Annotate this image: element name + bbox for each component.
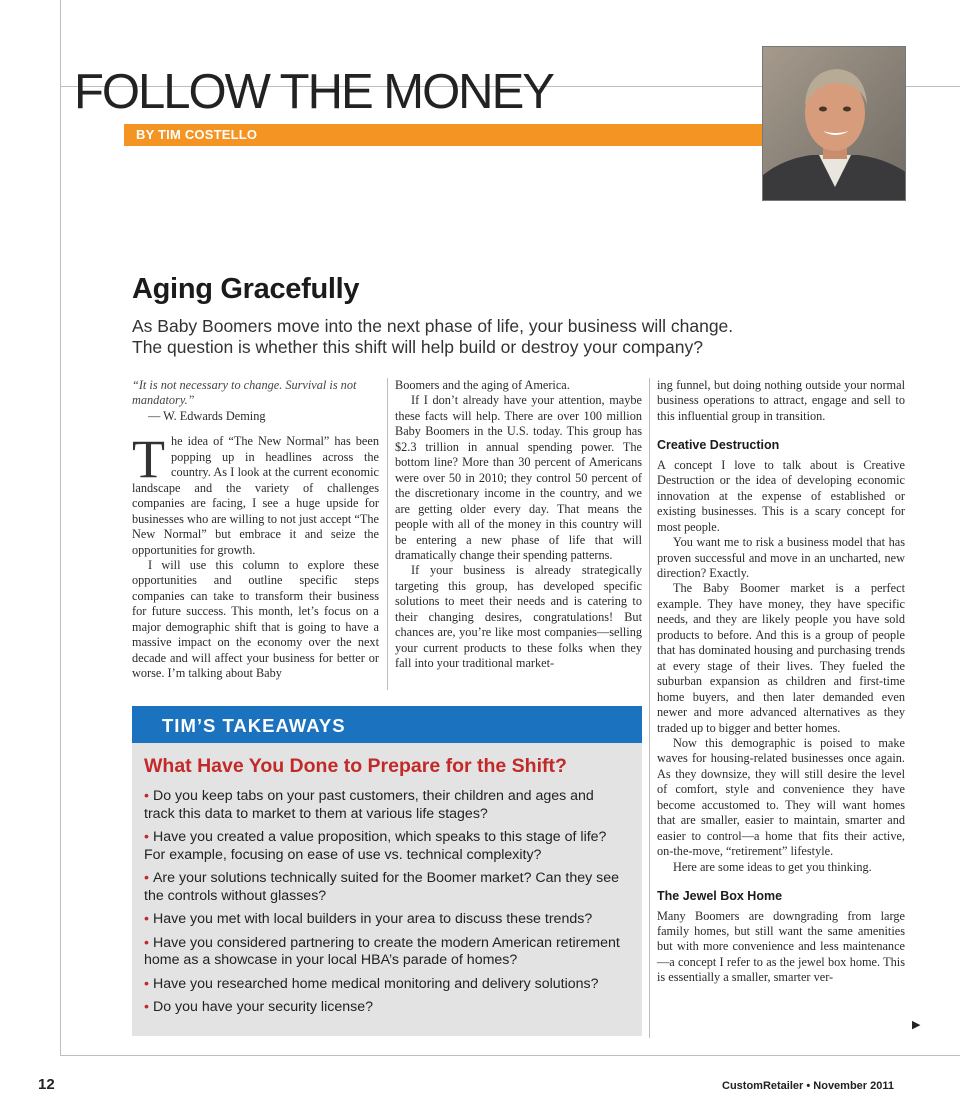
takeaway-item (144, 788, 626, 823)
byline: BY TIM COSTELLO (136, 127, 258, 142)
takeaways-label: TIM’S TAKEAWAYS (162, 715, 346, 736)
bullet-icon: • (144, 870, 149, 886)
body-paragraph: You want me to risk a business model that has proven successful and move in an uncharted, new direction? Exactly. (657, 535, 905, 580)
body-paragraph-text: he idea of “The New Normal” has been popping up in headlines across the country. As I look at the current economic landscape and the variety of challenges companies are facing, I see a huge upside for businesses who are willing to not just accept “The New Normal” but embrace it and seize the opportunities for growth. (132, 434, 379, 557)
takeaway-text: Have you met with local builders in your area to discuss these trends? (152, 911, 593, 927)
takeaway-text: Have you created a value proposition, which speaks to this stage of life? For example, focusing on ease of use vs. technical complexity? (144, 829, 607, 863)
takeaway-item (144, 911, 626, 929)
takeaway-text: Do you keep tabs on your past customers, their children and ages and track this data to market to them at various life stages? (144, 788, 594, 822)
takeaways-box (132, 706, 642, 1036)
footer-rule (60, 1055, 960, 1056)
body-paragraph: If I don’t already have your attention, maybe these facts will help. There are over 100 million Baby Boomers in the U.S. today. This group has $2.3 trillion in annual spending power. The bottom line? More than 30 percent of Americans were over 50 in 2010; they control 50 percent of the discretionary income in the country, and we are getting older every day. That means the people with all of the money in this country will be entering a new phase of life that will dramatically change their spending patterns. (395, 393, 642, 562)
takeaway-text: Are your solutions technically suited for the Boomer market? Can they see the controls without glasses? (144, 870, 620, 904)
takeaway-item (144, 870, 626, 905)
body-paragraph: Here are some ideas to get you thinking. (673, 859, 872, 874)
article-column-3 (657, 378, 905, 986)
article-column-1 (132, 378, 379, 682)
body-paragraph: Many Boomers are downgrading from large family homes, but still want the same amenities but with more convenience and less maintenance—a concept I refer to as the jewel box home. This is essentially a smaller, smarter ver- (657, 908, 905, 985)
subhead-creative-destruction: Creative Destruction (657, 438, 780, 453)
deck-line-1: As Baby Boomers move into the next phase of life, your business will change. (132, 316, 734, 336)
takeaways-title: What Have You Done to Prepare for the Shift? (144, 755, 567, 777)
subhead-jewel-box-home: The Jewel Box Home (657, 889, 783, 904)
column-separator-2 (649, 378, 650, 1038)
takeaway-text: Have you researched home medical monitoring and delivery solutions? (152, 975, 599, 992)
body-paragraph: ing funnel, but doing nothing outside your normal business operations to attract, engage and sell to this influential group in transition. (657, 378, 905, 423)
publication-footer: CustomRetailer • November 2011 (722, 1080, 894, 1092)
article-deck (132, 316, 772, 358)
takeaway-text: Have you considered partnering to create the modern American retirement home as a showcase in your local HBA’s parade of homes? (144, 934, 620, 968)
bullet-icon: • (144, 911, 149, 927)
author-photo (762, 46, 906, 201)
bullet-icon: • (144, 829, 149, 845)
body-paragraph: The Baby Boomer market is a perfect example. They have money, they have specific needs, and they are likely people you have sold products to before. And this is a group of people that has dominated housing and purchasing trends at every stage of their lives. They fueled the suburban expansion as children and first-time home buyers, and then later demanded even newer and more advanced alternatives as they traded up to bigger and better homes. (657, 581, 905, 735)
body-paragraph: Now this demographic is poised to make waves for housing-related businesses once again. As they downsize, they will still desire the level of comfort, style and convenience they have become accustomed to. They will want homes that are smaller, easier to maintain, smarter and easier to control—a home that fits their active, on-the-move, “retirement” lifestyle. (657, 735, 905, 859)
column-separator-1 (387, 378, 388, 690)
epigraph-attribution: — W. Edwards Deming (148, 408, 266, 423)
body-paragraph: I will use this column to explore these opportunities and outline specific steps companies can take to transform their business for future success. This month, let’s focus on a major demographic shift that is going to have a massive impact on the economy over the next decade and will affect your business for better or worse. I’m talking about Baby (132, 557, 379, 681)
takeaway-item (144, 829, 626, 864)
left-margin-rule (60, 0, 61, 1055)
takeaway-item (144, 976, 626, 994)
bullet-icon: • (144, 999, 149, 1015)
body-paragraph: A concept I love to talk about is Creative Destruction or the idea of developing economic innovation at the expense of established or existing businesses. This is a scary concept for most people. (657, 457, 905, 534)
takeaway-item (144, 935, 626, 970)
epigraph-quote: “It is not necessary to change. Survival is not mandatory.” (132, 378, 357, 408)
article-column-2 (395, 378, 642, 672)
takeaway-item (144, 999, 626, 1017)
body-paragraph: If your business is already strategically targeting this group, has developed specific solutions to meet their needs and is catering to their changing desires, congratulations! But chances are, you’re like most companies—selling your current products to these folks when they fall into your traditional market- (395, 563, 642, 671)
takeaway-text: Do you have your security license? (152, 999, 373, 1015)
continue-arrow-icon: ▶ (912, 1019, 921, 1031)
author-portrait-image (763, 47, 906, 201)
column-title: FOLLOW THE MONEY (74, 65, 553, 119)
page-number: 12 (38, 1076, 55, 1093)
body-paragraph (132, 429, 379, 558)
bullet-icon: • (144, 788, 149, 804)
body-paragraph: Boomers and the aging of America. (395, 378, 570, 392)
drop-cap: T (132, 429, 165, 490)
article-headline: Aging Gracefully (132, 273, 360, 305)
deck-line-2: The question is whether this shift will help build or destroy your company? (132, 337, 703, 357)
bullet-icon: • (144, 975, 149, 992)
byline-bar (124, 124, 765, 146)
takeaways-list (144, 788, 626, 1017)
takeaways-header-bar (132, 706, 642, 743)
bullet-icon: • (144, 934, 149, 951)
